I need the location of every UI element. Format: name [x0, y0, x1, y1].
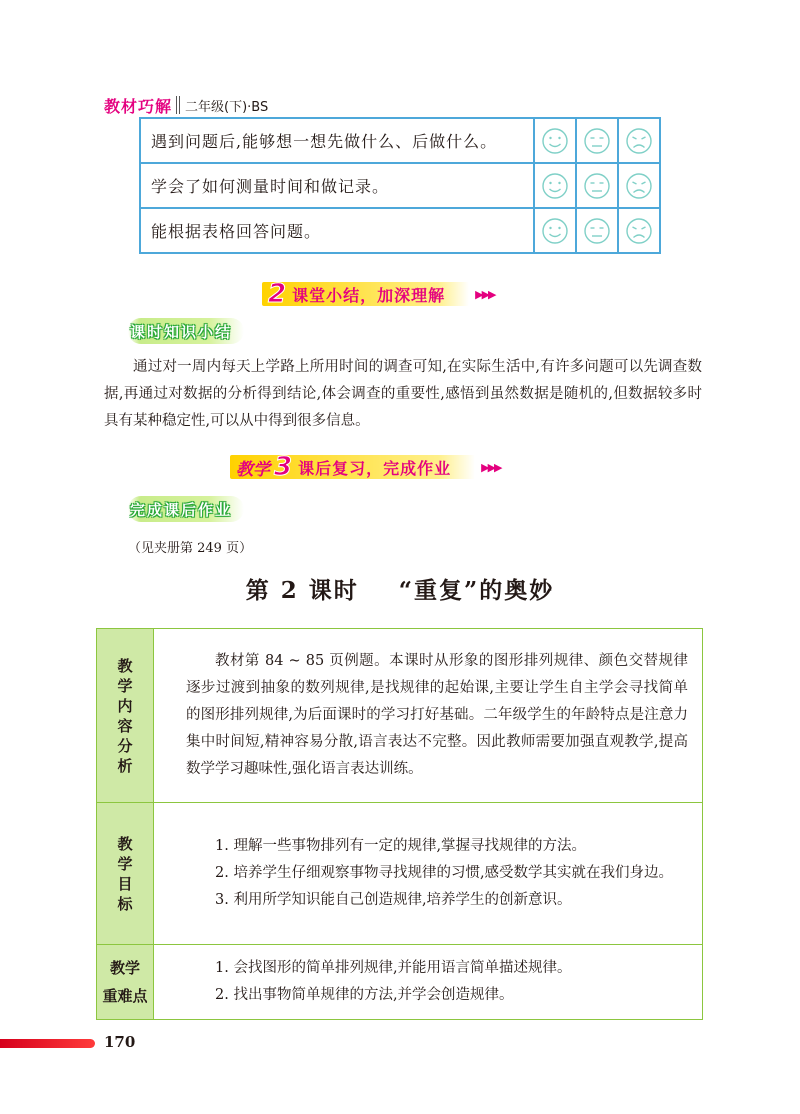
key-points-cell	[154, 945, 703, 1020]
key-head-line2: 重难点	[102, 987, 148, 1005]
book-grade: 二年级(下)·BS	[185, 99, 269, 115]
arrows-icon: ▶▶▶	[481, 460, 501, 474]
key-point-item: 2. 找出事物简单规律的方法,并学会创造规律。	[215, 987, 514, 1003]
self-evaluation-table	[139, 117, 661, 254]
section-banner-3	[230, 453, 501, 481]
goals-head: 教学目标	[97, 803, 154, 945]
section-number: 2	[268, 279, 287, 309]
key-head-line1: 教学	[109, 959, 140, 977]
table-row	[97, 945, 703, 1020]
neutral-icon[interactable]	[576, 163, 618, 208]
evaluation-item: 学会了如何测量时间和做记录。	[140, 163, 534, 208]
header-separator	[176, 96, 180, 114]
page-number: 170	[104, 1033, 136, 1051]
summary-label: 课时知识小结	[128, 318, 244, 344]
evaluation-item: 遇到问题后,能够想一想先做什么、后做什么。	[140, 118, 534, 163]
footer-bar	[0, 1039, 95, 1048]
homework-note: （见夹册第 249 页）	[128, 541, 253, 556]
table-row	[140, 208, 660, 253]
smile-icon[interactable]	[534, 208, 576, 253]
section-title: 课堂小结，加深理解	[292, 285, 446, 305]
content-analysis-cell	[154, 629, 703, 803]
goal-item: 1. 理解一些事物排列有一定的规律,掌握寻找规律的方法。	[215, 838, 587, 854]
summary-paragraph	[104, 354, 702, 435]
key-points-head	[97, 945, 154, 1020]
evaluation-item: 能根据表格回答问题。	[140, 208, 534, 253]
section-number: 3	[274, 452, 293, 482]
frown-icon[interactable]	[618, 118, 660, 163]
running-header	[104, 94, 268, 116]
lesson-plan-table	[96, 628, 703, 1020]
goal-item: 3. 利用所学知识能自己创造规律,培养学生的创新意识。	[215, 892, 572, 908]
goals-cell	[154, 803, 703, 945]
section-banner-2	[262, 280, 495, 308]
frown-icon[interactable]	[618, 208, 660, 253]
neutral-icon[interactable]	[576, 208, 618, 253]
key-point-item: 1. 会找图形的简单排列规律,并能用语言简单描述规律。	[215, 960, 572, 976]
summary-text: 通过对一周内每天上学路上所用时间的调查可知,在实际生活中,有许多问题可以先调查数据,再通过对数据的分析得到结论,体会调查的重要性,感悟到虽然数据是随机的,但数据较多时具有某种稳定性,可以从中得到很多信息。	[104, 359, 702, 429]
neutral-icon[interactable]	[576, 118, 618, 163]
smile-icon[interactable]	[534, 163, 576, 208]
section-tag: 教学	[236, 459, 270, 480]
book-brand: 教材巧解	[104, 96, 173, 116]
banner-bar	[262, 279, 469, 309]
lesson-name: “重复”的奥妙	[398, 577, 555, 604]
goal-item: 2. 培养学生仔细观察事物寻找规律的习惯,感受数学其实就在我们身边。	[215, 865, 674, 881]
table-row	[97, 629, 703, 803]
section-title: 课后复习，完成作业	[298, 458, 452, 478]
table-row	[97, 803, 703, 945]
table-row	[140, 118, 660, 163]
frown-icon[interactable]	[618, 163, 660, 208]
content-analysis-text: 教材第 84 ~ 85 页例题。本课时从形象的图形排列规律、颜色交替规律逐步过渡到抽象的数列规律,是找规律的起始课,主要让学生自主学会寻找简单的图形排列规律,为后面课时的学习打好基础。二年级学生的年龄特点是注意力集中时间短,精神容易分散,语言表达不完整。因此教师需要加强直观教学,提高数学学习趣味性,强化语言表达训练。	[186, 653, 688, 777]
banner-bar	[230, 452, 475, 482]
homework-label: 完成课后作业	[128, 496, 244, 522]
smile-icon[interactable]	[534, 118, 576, 163]
table-row	[140, 163, 660, 208]
arrows-icon: ▶▶▶	[475, 287, 495, 301]
lesson-number: 第 2 课时	[245, 577, 359, 604]
content-analysis-head: 教学内容分析	[97, 629, 154, 803]
lesson-title	[0, 572, 800, 605]
